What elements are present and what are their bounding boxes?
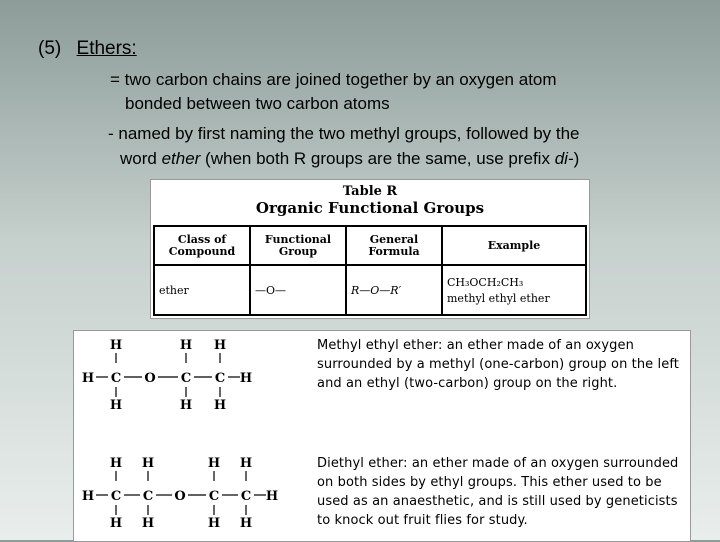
slide-heading [38,38,137,60]
table-r-subtitle: Organic Functional Groups [255,199,485,217]
atom-h: H [109,516,123,531]
atom-h: H [141,516,155,531]
bullet-line-4 [120,149,579,169]
atom-o: O [174,489,186,504]
atom-h: H [265,489,279,504]
atom-c: C [240,489,252,504]
table-row [154,265,586,315]
cell-group: —O— [250,265,346,315]
atom-c: C [214,371,226,386]
example-formula: CH₃OCH₂CH₃ [447,275,524,289]
cell-formula: R—O—R′ [346,265,442,315]
atom-h: H [109,398,123,413]
atom-h: H [213,398,227,413]
line4-di: di- [554,149,574,168]
atom-h: H [179,338,193,353]
atom-c: C [110,489,122,504]
table-r-image [150,179,590,319]
structures-image [73,330,691,542]
atom-c: C [142,489,154,504]
heading-number: (5) [38,38,62,59]
atom-h: H [239,456,253,471]
col-formula: General Formula [346,226,442,265]
table-r-title: Table R [342,184,398,199]
atom-h: H [141,456,155,471]
atom-h: H [179,398,193,413]
col-example: Example [442,226,586,265]
example-name: methyl ethyl ether [447,291,550,305]
atom-h: H [213,338,227,353]
atom-h: H [109,338,123,353]
atom-o: O [144,371,156,386]
structural-formulas [74,331,314,541]
atom-h: H [207,456,221,471]
atom-h: H [207,516,221,531]
bullet-line-3: - named by first naming the two methyl groups, followed by the [108,124,580,143]
heading-title: Ethers: [76,38,137,59]
diethyl-ether-description: Diethyl ether: an ether made of an oxygen surrounded on both sides by ethyl groups. This ether used to be used as an anaesthetic, and is still used by geneticists to knock out fruit flies for study. [317,456,679,528]
diethyl-ether-structure [82,456,278,531]
line4-ether: ether [161,149,201,168]
methyl-ethyl-ether-structure [82,338,252,413]
col-class: Class of Compound [154,226,250,265]
col-group: Functional Group [250,226,346,265]
atom-c: C [110,371,122,386]
atom-h: H [81,489,95,504]
cell-example [442,265,586,315]
bullet-line-2: bonded between two carbon atoms [125,94,390,113]
line4-post: ) [573,149,580,168]
atom-h: H [109,456,123,471]
functional-groups-table [153,225,587,316]
bullet-line-1: = two carbon chains are joined together by an oxygen atom [110,70,557,89]
atom-h: H [239,371,253,386]
methyl-ethyl-ether-description: Methyl ethyl ether: an ether made of an oxygen surrounded by a methyl (one-carbon) group on the left and an ethyl (two-carbon) group on the right. [317,338,679,391]
atom-h: H [239,516,253,531]
atom-c: C [180,371,192,386]
atom-h: H [81,371,95,386]
atom-c: C [208,489,220,504]
line4-pre: word [120,149,162,168]
cell-class: ether [154,265,250,315]
line4-mid: (when both R groups are the same, use prefix [200,149,555,168]
